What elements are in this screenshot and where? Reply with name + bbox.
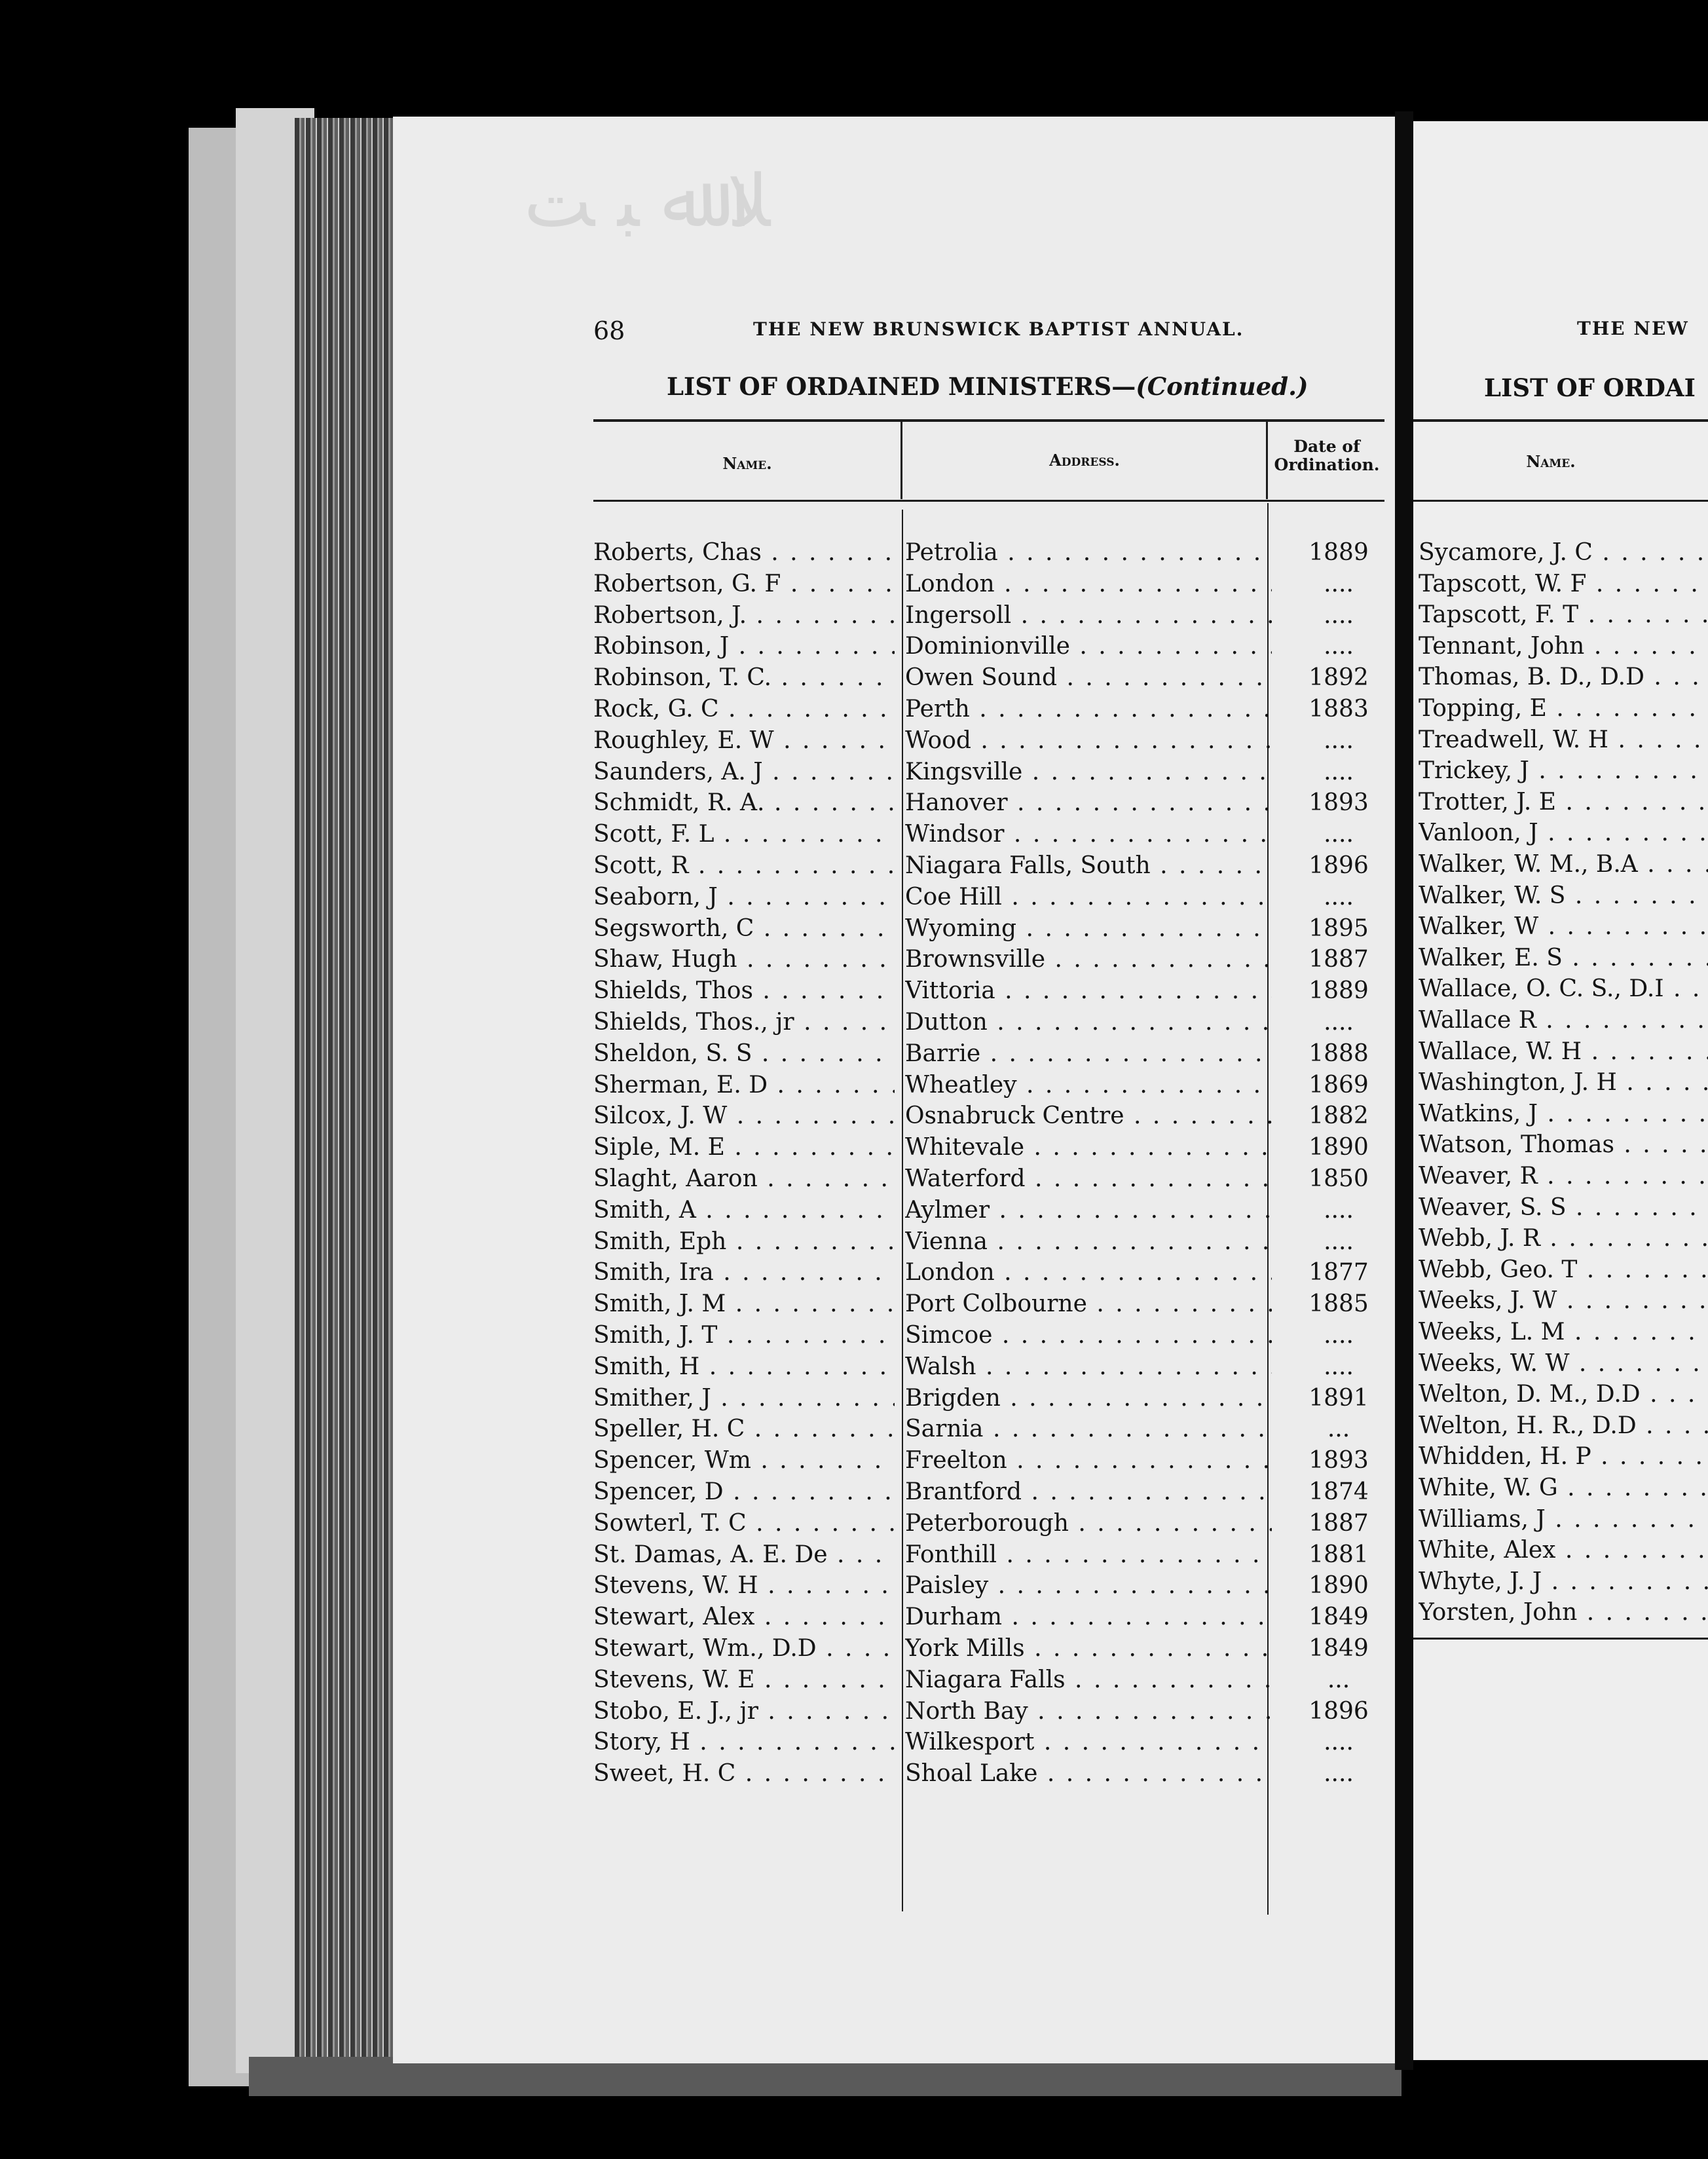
- minister-address: Brigden . . .: [905, 1385, 1272, 1412]
- minister-name: Tapscott, F. T . . .: [1419, 601, 1708, 628]
- minister-address: Osnabruck Centre . . .: [905, 1102, 1272, 1129]
- ordination-date: ....: [1324, 1228, 1354, 1255]
- right-table-row: [1419, 664, 1708, 694]
- minister-address: Waterford . . .: [905, 1165, 1272, 1192]
- minister-address: Niagara Falls . . .: [905, 1666, 1272, 1693]
- right-table-row: [1419, 945, 1708, 975]
- page-number: 68: [593, 316, 625, 345]
- right-table-row: [1419, 757, 1708, 788]
- ordination-date: 1896: [1309, 1697, 1369, 1725]
- right-table-row: [1419, 819, 1708, 850]
- ordination-date: 1889: [1309, 539, 1369, 566]
- right-table-row: [1419, 1007, 1708, 1038]
- ordination-date: 1850: [1309, 1165, 1369, 1192]
- minister-name: Rock, G. C . . .: [593, 696, 895, 723]
- minister-name: Walker, W . . .: [1419, 913, 1708, 940]
- header-bottom-rule: [593, 500, 1384, 502]
- ordination-date: ....: [1324, 1729, 1354, 1756]
- minister-name: Smith, Eph . . .: [593, 1228, 895, 1255]
- minister-name: Walker, W. M., B.A . . .: [1419, 851, 1708, 878]
- ordination-date: 1883: [1309, 696, 1369, 723]
- minister-name: Slaght, Aaron . . .: [593, 1165, 895, 1192]
- right-table-row: [1419, 1537, 1708, 1568]
- ordination-date: ....: [1324, 883, 1354, 911]
- minister-name: Saunders, A. J . . .: [593, 759, 895, 785]
- column-header-name: Name.: [722, 454, 772, 473]
- right-table-row: [1419, 1038, 1708, 1069]
- right-table-row: [1419, 882, 1708, 913]
- list-title-continued: (Continued.): [1136, 372, 1309, 401]
- minister-name: Spencer, D . . .: [593, 1478, 895, 1505]
- ordination-date: ....: [1324, 1322, 1354, 1349]
- ordination-date: 1890: [1309, 1134, 1369, 1161]
- minister-address: Coe Hill . . .: [905, 884, 1272, 911]
- minister-address: Simcoe . . .: [905, 1322, 1272, 1349]
- minister-name: Tennant, John . . .: [1419, 633, 1708, 660]
- minister-name: Schmidt, R. A. . . .: [593, 789, 895, 816]
- minister-name: Whidden, H. P . . .: [1419, 1443, 1708, 1470]
- minister-name: Trotter, J. E . . .: [1419, 789, 1708, 816]
- right-table-row: [1419, 789, 1708, 819]
- minister-name: Stewart, Alex . . .: [593, 1604, 895, 1630]
- minister-name: Treadwell, W. H . . .: [1419, 726, 1708, 753]
- minister-address: Vittoria . . .: [905, 977, 1272, 1004]
- ordination-date: 1849: [1309, 1635, 1369, 1662]
- minister-address: Ingersoll . . .: [905, 602, 1272, 629]
- minister-name: Speller, H. C . . .: [593, 1416, 895, 1442]
- minister-name: Robertson, G. F . . .: [593, 571, 895, 597]
- minister-name: Walker, E. S . . .: [1419, 945, 1708, 971]
- minister-name: Sowterl, T. C . . .: [593, 1510, 895, 1537]
- right-table-row: [1419, 1568, 1708, 1599]
- minister-address: Wilkesport . . .: [905, 1729, 1272, 1755]
- right-table-row: [1419, 1194, 1708, 1225]
- minister-name: Robertson, J. . . .: [593, 602, 895, 629]
- ordination-date: 1891: [1309, 1384, 1369, 1412]
- page-edges: [295, 118, 396, 2063]
- minister-name: Scott, R . . .: [593, 852, 895, 879]
- ordination-date: 1889: [1309, 977, 1369, 1005]
- minister-name: Sycamore, J. C . . .: [1419, 539, 1708, 566]
- minister-name: Weaver, S. S . . .: [1419, 1194, 1708, 1221]
- ordination-date: 1882: [1309, 1102, 1369, 1130]
- ministers-table: [593, 539, 1392, 1915]
- right-header-top-rule: [1413, 419, 1708, 422]
- minister-address: Perth . . .: [905, 696, 1272, 723]
- right-running-head: THE NEW: [1577, 318, 1689, 339]
- right-table-row: [1419, 1069, 1708, 1100]
- minister-name: Smith, H . . .: [593, 1353, 895, 1380]
- minister-name: Smither, J . . .: [593, 1385, 895, 1412]
- running-head: THE NEW BRUNSWICK BAPTIST ANNUAL.: [753, 318, 1244, 340]
- minister-name: Smith, Ira . . .: [593, 1259, 895, 1286]
- minister-name: Scott, F. L . . .: [593, 821, 895, 848]
- minister-name: Welton, D. M., D.D . . .: [1419, 1381, 1708, 1408]
- ordination-date: 1849: [1309, 1604, 1369, 1631]
- minister-address: Durham . . .: [905, 1604, 1272, 1630]
- ordination-date: 1893: [1309, 789, 1369, 817]
- right-table-row: [1419, 1474, 1708, 1505]
- right-table-row: [1419, 539, 1708, 570]
- right-table-row: [1419, 913, 1708, 944]
- right-table-row: [1419, 1256, 1708, 1287]
- right-page: [1413, 121, 1708, 2060]
- minister-name: Spencer, Wm . . .: [593, 1447, 895, 1474]
- minister-name: Roberts, Chas . . .: [593, 539, 895, 566]
- minister-name: Stevens, W. H . . .: [593, 1572, 895, 1599]
- minister-address: London . . .: [905, 1259, 1272, 1286]
- minister-address: Wyoming . . .: [905, 915, 1272, 942]
- minister-name: Shields, Thos., jr . . .: [593, 1009, 895, 1036]
- ordination-date: 1869: [1309, 1071, 1369, 1098]
- minister-name: Wallace, O. C. S., D.I . . .: [1419, 975, 1708, 1002]
- minister-name: Yorsten, John . . .: [1419, 1599, 1708, 1626]
- ordination-date: ....: [1324, 1760, 1354, 1788]
- ordination-date: 1890: [1309, 1572, 1369, 1600]
- minister-address: Freelton . . .: [905, 1447, 1272, 1474]
- minister-name: Webb, Geo. T . . .: [1419, 1256, 1708, 1283]
- minister-name: Walker, W. S . . .: [1419, 882, 1708, 909]
- minister-name: Wallace, W. H . . .: [1419, 1038, 1708, 1065]
- minister-name: Trickey, J . . .: [1419, 757, 1708, 784]
- list-title: LIST OF ORDAINED MINISTERS—(Continued.): [667, 372, 1309, 401]
- minister-name: White, W. G . . .: [1419, 1474, 1708, 1501]
- minister-name: Robinson, J . . .: [593, 633, 895, 660]
- ordination-date: ....: [1324, 1009, 1354, 1036]
- minister-name: Silcox, J. W . . .: [593, 1102, 895, 1129]
- right-list-title: LIST OF ORDAI: [1484, 373, 1696, 402]
- minister-address: York Mills . . .: [905, 1635, 1272, 1662]
- minister-address: Sarnia . . .: [905, 1416, 1272, 1442]
- minister-name: Watkins, J . . .: [1419, 1100, 1708, 1127]
- right-table-row: [1419, 1287, 1708, 1318]
- ordination-date: 1895: [1309, 914, 1369, 942]
- minister-address: Fonthill . . .: [905, 1541, 1272, 1568]
- column-header-address: Address.: [1049, 451, 1120, 470]
- minister-name: Wallace R . . .: [1419, 1007, 1708, 1034]
- minister-address: Wood . . .: [905, 727, 1272, 754]
- right-table-row: [1419, 1319, 1708, 1349]
- minister-address: Dominionville . . .: [905, 633, 1272, 660]
- ordination-date: 1885: [1309, 1290, 1369, 1318]
- right-table-row: [1419, 975, 1708, 1006]
- minister-name: Stewart, Wm., D.D . . .: [593, 1635, 895, 1662]
- minister-address: Petrolia . . .: [905, 539, 1272, 566]
- ordination-date: ....: [1324, 1353, 1354, 1380]
- ordination-date: 1887: [1309, 946, 1369, 973]
- right-column-header-name: Name.: [1526, 452, 1576, 471]
- minister-name: Smith, J. M . . .: [593, 1290, 895, 1317]
- minister-name: Siple, M. E . . .: [593, 1134, 895, 1161]
- minister-name: Weeks, L. M . . .: [1419, 1319, 1708, 1345]
- minister-name: Weaver, R . . .: [1419, 1163, 1708, 1190]
- right-table-row: [1419, 1225, 1708, 1256]
- minister-address: Owen Sound . . .: [905, 664, 1272, 691]
- right-table-row: [1419, 1599, 1708, 1630]
- minister-name: Vanloon, J . . .: [1419, 819, 1708, 846]
- minister-address: Shoal Lake . . .: [905, 1760, 1272, 1787]
- ordination-date: ....: [1324, 821, 1354, 848]
- minister-name: Robinson, T. C. . . .: [593, 664, 895, 691]
- right-table-row: [1419, 1131, 1708, 1162]
- minister-name: Topping, E . . .: [1419, 695, 1708, 722]
- minister-name: Williams, J . . .: [1419, 1506, 1708, 1533]
- minister-name: Segsworth, C . . .: [593, 915, 895, 942]
- ordination-date: ....: [1324, 758, 1354, 785]
- minister-name: Stevens, W. E . . .: [593, 1666, 895, 1693]
- right-table-row: [1419, 1350, 1708, 1381]
- minister-address: Barrie . . .: [905, 1040, 1272, 1067]
- right-table-row: [1419, 633, 1708, 664]
- minister-name: Welton, H. R., D.D . . .: [1419, 1412, 1708, 1439]
- ordination-date: 1874: [1309, 1478, 1369, 1505]
- minister-name: Shaw, Hugh . . .: [593, 946, 895, 973]
- right-table-row: [1419, 1412, 1708, 1443]
- right-ministers-table: [1413, 539, 1708, 1653]
- ordination-date: ....: [1324, 726, 1354, 754]
- right-table-row: [1419, 851, 1708, 882]
- minister-address: Dutton . . .: [905, 1009, 1272, 1036]
- ordination-date: ...: [1327, 1416, 1350, 1443]
- minister-address: Aylmer . . .: [905, 1197, 1272, 1224]
- minister-name: Stobo, E. J., jr . . .: [593, 1698, 895, 1725]
- ordination-date: ...: [1327, 1666, 1350, 1693]
- minister-address: Niagara Falls, South . . .: [905, 852, 1272, 879]
- minister-name: Sheldon, S. S . . .: [593, 1040, 895, 1067]
- column-header-date: Date of Ordination.: [1274, 437, 1380, 474]
- minister-address: London . . .: [905, 571, 1272, 597]
- right-table-row: [1419, 601, 1708, 632]
- ordination-date: 1896: [1309, 852, 1369, 879]
- bleed-through-handwriting: ﻼ ﷲ ﺒ ﺖ: [524, 159, 771, 243]
- ordination-date: ....: [1324, 570, 1354, 597]
- minister-address: North Bay . . .: [905, 1698, 1272, 1725]
- minister-name: Webb, J. R . . .: [1419, 1225, 1708, 1252]
- minister-name: Washington, J. H . . .: [1419, 1069, 1708, 1096]
- minister-address: Paisley . . .: [905, 1572, 1272, 1599]
- right-table-row: [1419, 1100, 1708, 1131]
- ordination-date: ....: [1324, 601, 1354, 629]
- minister-name: Weeks, J. W . . .: [1419, 1287, 1708, 1314]
- right-table-row: [1419, 1381, 1708, 1412]
- right-table-row: [1419, 571, 1708, 601]
- right-header-bottom-rule: [1413, 500, 1708, 502]
- right-table-row: [1419, 726, 1708, 757]
- minister-name: Story, H . . .: [593, 1729, 895, 1755]
- minister-name: St. Damas, A. E. De . . .: [593, 1541, 895, 1568]
- ordination-date: 1887: [1309, 1509, 1369, 1537]
- left-page: [393, 117, 1395, 2063]
- minister-name: Smith, J. T . . .: [593, 1322, 895, 1349]
- minister-name: Weeks, W. W . . .: [1419, 1350, 1708, 1377]
- minister-address: Hanover . . .: [905, 789, 1272, 816]
- minister-name: Seaborn, J . . .: [593, 884, 895, 911]
- right-table-row: [1419, 1506, 1708, 1537]
- minister-name: Roughley, E. W . . .: [593, 727, 895, 754]
- minister-name: Shields, Thos . . .: [593, 977, 895, 1004]
- minister-address: Vienna . . .: [905, 1228, 1272, 1255]
- minister-address: Windsor . . .: [905, 821, 1272, 848]
- minister-name: Sherman, E. D . . .: [593, 1072, 895, 1098]
- right-table-row: [1419, 1163, 1708, 1193]
- ordination-date: 1888: [1309, 1040, 1369, 1067]
- minister-address: Walsh . . .: [905, 1353, 1272, 1380]
- ordination-date: 1877: [1309, 1259, 1369, 1286]
- ordination-date: 1881: [1309, 1541, 1369, 1568]
- book-gutter: [1395, 111, 1413, 2070]
- minister-name: Smith, A . . .: [593, 1197, 895, 1224]
- minister-address: Brantford . . .: [905, 1478, 1272, 1505]
- minister-name: Sweet, H. C . . .: [593, 1760, 895, 1787]
- ordination-date: ....: [1324, 1196, 1354, 1224]
- minister-address: Kingsville . . .: [905, 759, 1272, 785]
- ordination-date: 1893: [1309, 1447, 1369, 1474]
- minister-name: Thomas, B. D., D.D . . .: [1419, 664, 1708, 690]
- right-table-row: [1419, 1443, 1708, 1474]
- minister-name: Whyte, J. J . . .: [1419, 1568, 1708, 1595]
- minister-address: Peterborough . . .: [905, 1510, 1272, 1537]
- minister-address: Whitevale . . .: [905, 1134, 1272, 1161]
- minister-address: Brownsville . . .: [905, 946, 1272, 973]
- minister-name: Tapscott, W. F . . .: [1419, 571, 1708, 597]
- ordination-date: 1892: [1309, 664, 1369, 692]
- ordination-date: ....: [1324, 633, 1354, 660]
- minister-address: Wheatley . . .: [905, 1072, 1272, 1098]
- minister-name: Watson, Thomas . . .: [1419, 1131, 1708, 1158]
- minister-address: Port Colbourne . . .: [905, 1290, 1272, 1317]
- right-table-row: [1419, 695, 1708, 726]
- minister-name: White, Alex . . .: [1419, 1537, 1708, 1564]
